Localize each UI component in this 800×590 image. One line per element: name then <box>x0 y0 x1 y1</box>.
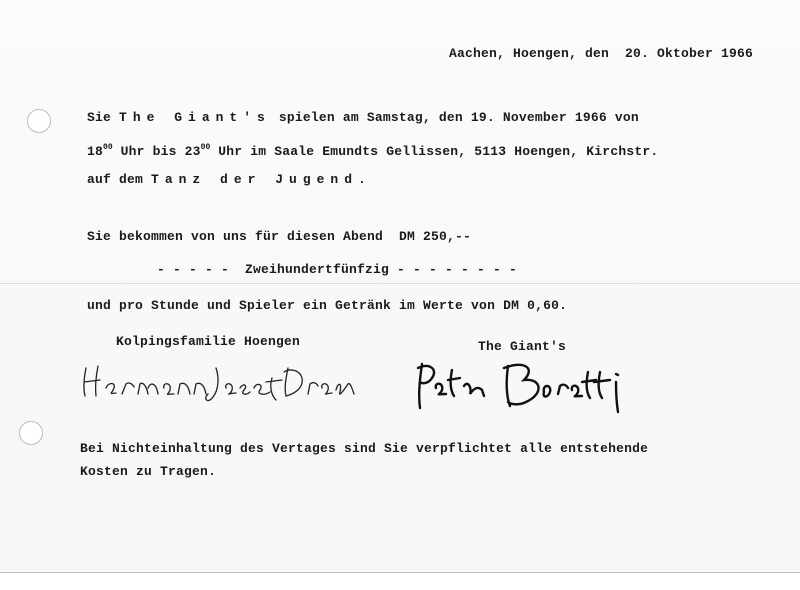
signature-peter-boretti <box>412 358 642 416</box>
punch-hole-top <box>27 109 51 133</box>
line-text: Sie <box>87 110 120 125</box>
band-label: The Giant's <box>478 339 567 354</box>
paragraph-line-3 <box>87 172 372 187</box>
fee-in-words: - - - - - Zweihundertfünfzig - - - - - - - - <box>157 262 518 277</box>
fold-line <box>0 283 800 284</box>
line-text: auf dem <box>87 172 152 187</box>
band-name-spaced: The Giant's <box>119 110 271 125</box>
organization-label: Kolpingsfamilie Hoengen <box>116 334 301 349</box>
start-time-minutes: 00 <box>103 143 113 152</box>
end-time-minutes: 00 <box>200 143 211 152</box>
penalty-line-2: Kosten zu Tragen. <box>80 464 217 479</box>
date-line: Aachen, Hoengen, den 20. Oktober 1966 <box>449 46 754 61</box>
line-text: Uhr bis 23 <box>112 144 201 159</box>
line-text: Uhr im Saale Emundts Gellissen, 5113 Hoengen, Kirchstr. <box>210 144 659 159</box>
event-name-spaced: Tanz der Jugend. <box>151 172 372 187</box>
fee-line: Sie bekommen von uns für diesen Abend DM 250,-- <box>87 229 472 244</box>
penalty-line-1: Bei Nichteinhaltung des Vertages sind Sie verpflichtet alle entstehende <box>80 441 649 456</box>
start-time: 18 <box>87 144 104 159</box>
signature-hermann-josef-dressen <box>80 360 355 404</box>
punch-hole-bottom <box>19 421 43 445</box>
paragraph-line-1 <box>87 110 639 125</box>
drinks-line: und pro Stunde und Spieler ein Getränk im Werte von DM 0,60. <box>87 298 568 313</box>
paragraph-line-2 <box>87 143 658 159</box>
line-text: spielen am Samstag, den 19. November 1966 von <box>270 110 639 125</box>
paper-bottom-edge <box>0 572 800 590</box>
